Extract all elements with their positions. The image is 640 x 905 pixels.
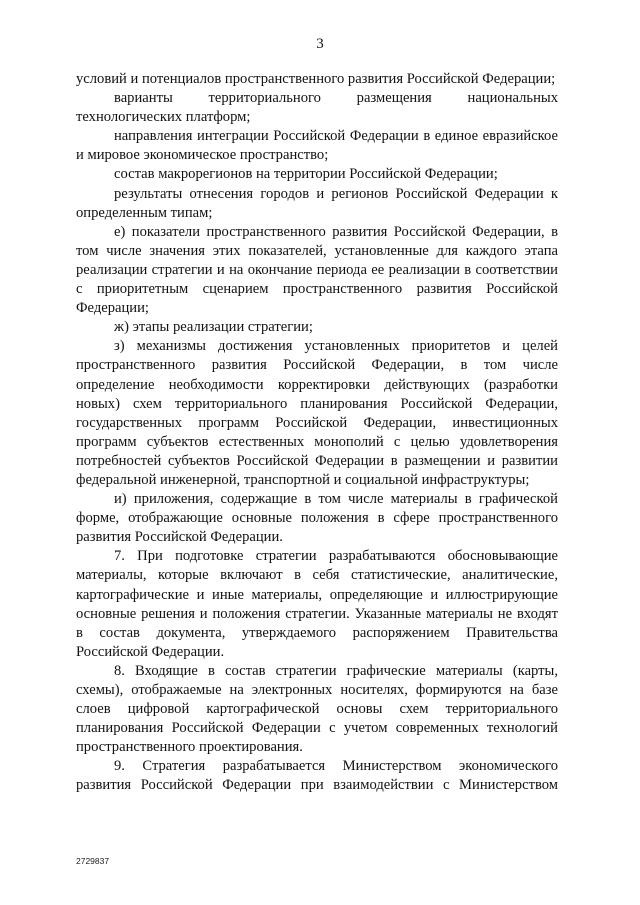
paragraph-macroregions: состав макрорегионов на территории Российской Федерации; — [114, 166, 498, 183]
paragraph-item-zh: ж) этапы реализации стратегии; — [114, 319, 313, 336]
page-number: 3 — [316, 36, 324, 52]
paragraph-integration: направления интеграции Российской Федерации в единое евразийское и мировое экономическое пространство; — [76, 128, 558, 164]
paragraph-item-i: и) приложения, содержащие в том числе материалы в графической форме, отображающие основные положения в сфере пространственного развития Российской Федерации. — [76, 491, 558, 546]
paragraph-section-8: 8. Входящие в состав стратегии графические материалы (карты, схемы), отображаемые на электронных носителях, формируются на базе слоев цифровой картографической основы схем территориального планирования Российской Федерации с учетом современных технологий пространственного проектирования. — [76, 662, 558, 756]
paragraph-section-7: 7. При подготовке стратегии разрабатываются обосновывающие материалы, которые включают в себя статистические, аналитические, картографические и иные материалы, определяющие и иллюстрирующие основные решения и положения стратегии. Указанные материалы не входят в состав документа, утверждаемого распоряжением Правительства Российской Федерации. — [76, 548, 558, 660]
document-body — [76, 70, 558, 796]
paragraph-item-z: з) механизмы достижения установленных приоритетов и целей пространственного развития Российской Федерации, в том числе определение необходимости корректировки действующих (разработки новых) схем территориального планирования Российской Федерации, государственных программ Российской Федерации, инвестиционных программ субъектов естественных монополий с целью удовлетворения потребностей субъектов Российской Федерации в размещении и развитии федеральной инженерной, транспортной и социальной инфраструктуры; — [76, 338, 558, 488]
paragraph-item-e: е) показатели пространственного развития Российской Федерации, в том числе значения этих показателей, установленные для каждого этапа реализации стратегии и на окончание периода ее реализации в соответствии с приоритетным сценарием пространственного развития Российской Федерации; — [76, 223, 558, 317]
paragraph-continuation: условий и потенциалов пространственного развития Российской Федерации; — [76, 71, 556, 87]
paragraph-section-9: 9. Стратегия разрабатывается Министерством экономического развития Российской Федерации при взаимодействии с Министерством — [76, 758, 558, 794]
document-code: 2729837 — [76, 856, 110, 866]
paragraph-technology-platforms: варианты территориального размещения национальных технологических платформ; — [76, 90, 558, 126]
paragraph-city-types: результаты отнесения городов и регионов Российской Федерации к определенным типам; — [76, 185, 558, 221]
